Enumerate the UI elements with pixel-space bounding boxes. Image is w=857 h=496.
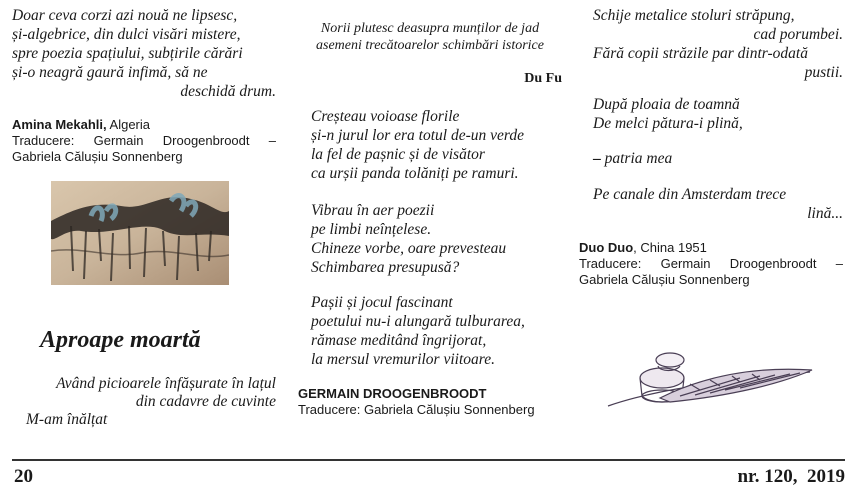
poem-stanza-col3-2 — [593, 95, 843, 133]
section-title: Aproape moartă — [40, 327, 201, 353]
poem-line: pustii. — [804, 64, 843, 81]
poem-stanza-col3-3 — [593, 149, 843, 168]
epigraph — [298, 20, 562, 54]
epigraph-author: Du Fu — [524, 71, 562, 86]
quill-inkpot-illustration — [600, 338, 818, 412]
translation-line: Gabriela Călușiu Sonnenberg — [579, 272, 750, 287]
poem-line: Schimbarea presupusă? — [311, 259, 460, 276]
painting-image — [51, 181, 229, 285]
poem-line: rămase meditând îngrijorat, — [311, 332, 487, 349]
footer-rule — [12, 459, 845, 461]
poem-line: Chineze vorbe, oare prevesteau — [311, 240, 507, 257]
issue-label: nr. 120, 2019 — [737, 466, 845, 487]
poem-line: poetului nu-i alungară tulburarea, — [311, 313, 525, 330]
poem-line: Având picioarele înfășurate în lațul — [56, 375, 276, 392]
poem-line: la mersul vremurilor viitoare. — [311, 351, 495, 368]
poem-stanza-2 — [311, 201, 561, 277]
translation-line: Traducere: Gabriela Călușiu Sonnenberg — [298, 402, 535, 417]
poem-line: din cadavre de cuvinte — [135, 393, 276, 410]
poem-line: ca urșii panda tolăniți pe ramuri. — [311, 165, 519, 182]
poem-line: și-o neagră gaură infimă, să ne — [12, 64, 208, 81]
poem-line: Vibrau în aer poezii — [311, 202, 435, 219]
author-name: Amina Mekahli, — [12, 117, 107, 132]
poem-line: patria mea — [604, 150, 673, 167]
poem-line: Pașii și jocul fascinant — [311, 294, 453, 311]
poem-line: Schije metalice stoluri străpung, — [593, 7, 795, 24]
translation-line: Traducere: Germain Droogenbroodt – — [579, 256, 843, 271]
epigraph-line: Norii plutesc deasupra munților de jad — [320, 21, 540, 36]
epigraph-line: asemeni trecătoarelor schimbări istorice — [316, 38, 544, 53]
poem-line: Fără copii străzile par dintr-odată — [593, 45, 808, 62]
author-credit-col2 — [298, 386, 562, 418]
poem-line: M-am înălțat — [26, 411, 108, 428]
author-name: GERMAIN DROOGENBROODT — [298, 386, 487, 401]
poem-line: și-n jurul lor era totul de-un verde — [311, 127, 524, 144]
poem-stanza-1 — [311, 107, 561, 183]
poem-fragment-col1-b — [12, 375, 276, 429]
poem-line: cad porumbei. — [753, 26, 843, 43]
poem-line: După ploaia de toamnă — [593, 96, 740, 113]
translation-line: Gabriela Călușiu Sonnenberg — [12, 149, 183, 164]
poem-stanza-col3-1 — [593, 6, 843, 82]
poem-stanza-col3-4 — [593, 185, 843, 223]
poem-stanza-3 — [311, 293, 561, 369]
poem-line: spre poezia spațiului, subțirile cărări — [12, 45, 243, 62]
poem-fragment-col1 — [12, 6, 276, 101]
author-name: Duo Duo — [579, 240, 634, 255]
poem-line: Creșteau voioase florile — [311, 108, 460, 125]
poem-line: Doar ceva corzi azi nouă ne lipsesc, — [12, 7, 238, 24]
author-credit-col3 — [579, 240, 843, 288]
poem-line: la fel de pașnic și de visător — [311, 146, 485, 163]
author-info: , China 1951 — [633, 240, 707, 255]
translation-line: Traducere: Germain Droogenbroodt – — [12, 133, 276, 148]
poem-line: și-algebrice, din dulci visări mistere, — [12, 26, 241, 43]
poem-line: deschidă drum. — [180, 83, 276, 100]
poem-line: Pe canale din Amsterdam trece — [593, 186, 787, 203]
author-credit-col1 — [12, 117, 276, 165]
author-country: Algeria — [106, 117, 151, 132]
em-dash: – — [593, 150, 601, 167]
page-number: 20 — [14, 466, 33, 487]
poem-line: De melci pătura-i plină, — [593, 115, 743, 132]
poem-line: pe limbi neînțelese. — [311, 221, 432, 238]
poem-line: lină... — [807, 205, 843, 222]
